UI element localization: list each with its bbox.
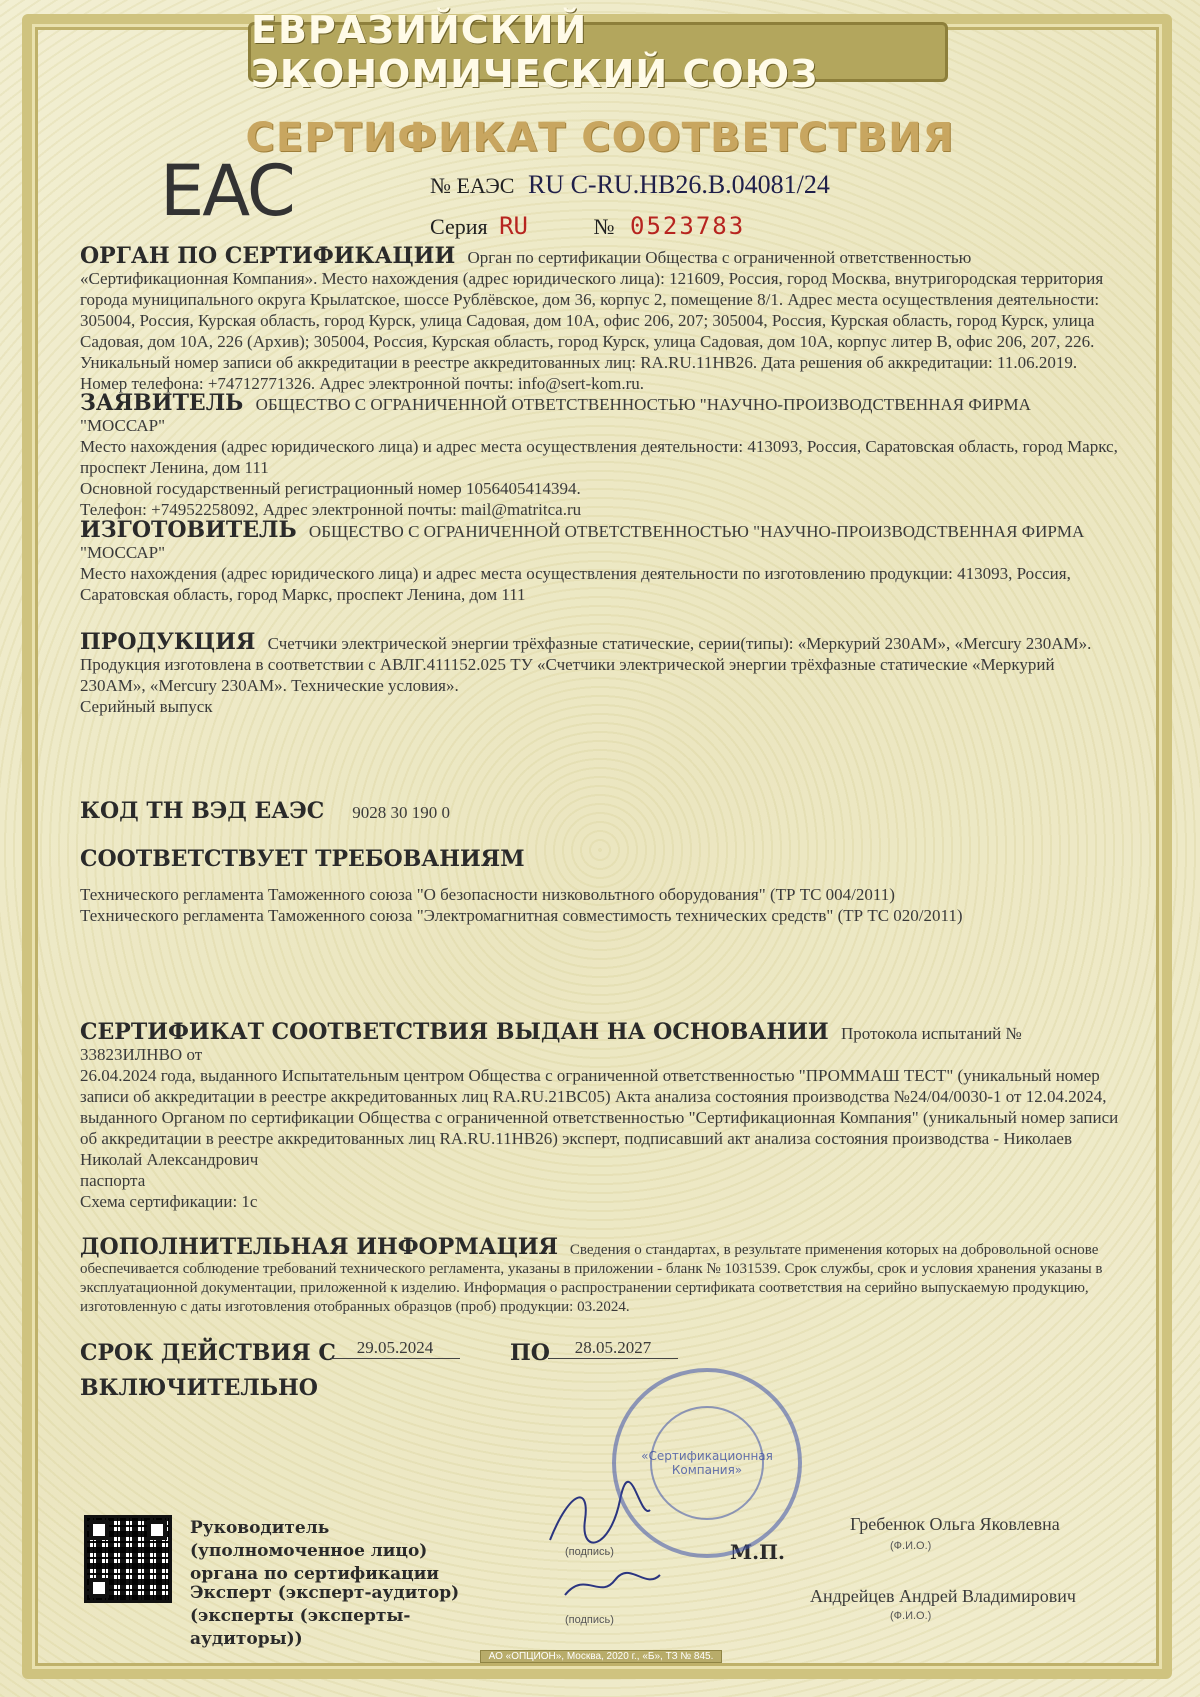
series-line <box>430 212 745 240</box>
section-code <box>80 798 1120 824</box>
manufacturer-name: ОБЩЕСТВО С ОГРАНИЧЕННОЙ ОТВЕТСТВЕННОСТЬЮ "НАУЧНО-ПРОИЗВОДСТВЕННАЯ ФИРМА "МОССАР" <box>80 522 1085 562</box>
applicant-address: Место нахождения (адрес юридического лица) и адрес места осуществления деятельности: 413093, Россия, Саратовская область, город Маркс, проспект Ленина, дом 111 <box>80 437 1118 477</box>
code-value: 9028 30 190 0 <box>352 803 450 822</box>
applicant-name: ОБЩЕСТВО С ОГРАНИЧЕННОЙ ОТВЕТСТВЕННОСТЬЮ "НАУЧНО-ПРОИЗВОДСТВЕННАЯ ФИРМА "МОССАР" <box>80 395 1031 435</box>
certificate-title: СЕРТИФИКАТ СООТВЕТСТВИЯ <box>245 115 955 161</box>
complies-line-1: Технического регламента Таможенного союза "О безопасности низковольтного оборудования" (ТР ТС 004/2011) <box>80 885 895 904</box>
section-complies <box>80 846 1120 926</box>
applicant-ogrn: Основной государственный регистрационный номер 1056405414394. <box>80 479 581 498</box>
product-heading: ПРОДУКЦИЯ <box>80 629 256 655</box>
validity-from: 29.05.2024 <box>330 1337 460 1359</box>
serial-number: 0523783 <box>630 212 746 240</box>
basis-passport: паспорта <box>80 1171 146 1190</box>
head-name: Гребенюк Ольга Яковлевна <box>850 1514 1060 1534</box>
printer-footer: АО «ОПЦИОН», Москва, 2020 г., «Б», ТЗ № 845. <box>480 1650 722 1663</box>
manufacturer-address: Место нахождения (адрес юридического лица) и адрес места осуществления деятельности по изготовлению продукции: 413093, Россия, Саратовская область, город Маркс, проспект Ленина, дом 111 <box>80 564 1071 604</box>
applicant-heading: ЗАЯВИТЕЛЬ <box>80 390 244 416</box>
qr-finder-tl <box>89 1520 109 1540</box>
additional-text: Сведения о стандартах, в результате применения которых на добровольной основе обеспечивается соблюдение требований технического регламента, указаны в приложении - бланк № 1031539. Срок службы, срок и условия хранения указаны в эксплуатационной документации, приложенной к изделию. Информация о распространении сертификата соответствия на серийно выпускаемую продукцию, изготовленную с даты изготовления отобранных образцов (проб) продукции: 03.2024. <box>80 1242 1103 1315</box>
section-additional <box>80 1234 1120 1317</box>
validity-from-label: СРОК ДЕЙСТВИЯ С <box>80 1340 336 1366</box>
org-heading: ОРГАН ПО СЕРТИФИКАЦИИ <box>80 243 456 269</box>
union-title: ЕВРАЗИЙСКИЙ ЭКОНОМИЧЕСКИЙ СОЮЗ <box>251 8 819 96</box>
expert-name: Андрейцев Андрей Владимирович <box>810 1586 1076 1606</box>
expert-label: Эксперт (эксперт-аудитор) (эксперты (эксперты-аудиторы)) <box>190 1583 460 1649</box>
basis-scheme: Схема сертификации: 1с <box>80 1192 258 1211</box>
expert-signature <box>560 1560 670 1610</box>
validity-to: 28.05.2027 <box>548 1337 678 1359</box>
section-product <box>80 629 1120 717</box>
eac-mark: EAC <box>160 150 294 232</box>
section-applicant <box>80 390 1120 520</box>
validity-inclusive: ВКЛЮЧИТЕЛЬНО <box>80 1375 318 1401</box>
product-release: Серийный выпуск <box>80 697 213 716</box>
qr-finder-bl <box>89 1578 109 1598</box>
number-label: № ЕАЭС <box>430 173 515 198</box>
expert-sign-caption: (подпись) <box>565 1614 614 1626</box>
section-manufacturer <box>80 517 1120 605</box>
certificate-number-line <box>430 170 830 200</box>
manufacturer-heading: ИЗГОТОВИТЕЛЬ <box>80 517 297 543</box>
section-org <box>80 243 1120 394</box>
additional-heading: ДОПОЛНИТЕЛЬНАЯ ИНФОРМАЦИЯ <box>80 1234 559 1260</box>
series-value: RU <box>499 212 529 240</box>
section-basis <box>80 1019 1120 1212</box>
complies-heading: СООТВЕТСТВУЕТ ТРЕБОВАНИЯМ <box>80 846 525 872</box>
basis-text: 26.04.2024 года, выданного Испытательным центром Общества с ограниченной ответственностью "ПРОММАШ ТЕСТ" (уникальный номер записи об аккредитации в реестре аккредитованных лиц RA.RU.21ВС05) Акта анализа состояния производства №24/04/0030-1 от 12.04.2024, выданного Органом по сертификации Общества с ограниченной ответственностью "Сертификационная Компания" (уникальный номер записи об аккредитации в реестре аккредитованных лиц RA.RU.11НВ26) эксперт, подписавший акт анализа состояния производства - Николаев Николай Александрович <box>80 1066 1119 1169</box>
qr-finder-tr <box>147 1520 167 1540</box>
union-banner <box>248 8 948 96</box>
series-label: Серия <box>430 214 488 239</box>
stamp-center: «Сертификационная Компания» <box>650 1406 764 1520</box>
head-fio-caption: (Ф.И.О.) <box>890 1540 932 1552</box>
complies-line-2: Технического регламента Таможенного союза "Электромагнитная совместимость технических средств" (ТР ТС 020/2011) <box>80 906 963 925</box>
basis-heading: СЕРТИФИКАТ СООТВЕТСТВИЯ ВЫДАН НА ОСНОВАНИИ <box>80 1019 829 1045</box>
product-text: Счетчики электрической энергии трёхфазные статические, серии(типы): «Меркурий 230АМ», «Mercury 230АМ». Продукция изготовлена в соответствии с АВЛГ.411152.025 ТУ «Счетчики электрической энергии трёхфазные статические «Меркурий 230АМ», «Mercury 230АМ». Технические условия». <box>80 634 1092 695</box>
validity-to-label: ПО <box>510 1340 550 1366</box>
certificate-number: RU С-RU.НВ26.В.04081/24 <box>527 170 830 199</box>
head-label: Руководитель (уполномоченное лицо) органа по сертификации <box>190 1518 439 1584</box>
expert-fio-caption: (Ф.И.О.) <box>890 1610 932 1622</box>
head-sign-caption: (подпись) <box>565 1546 614 1558</box>
official-stamp <box>612 1368 802 1558</box>
basis-lead: Протокола испытаний № 33823ИЛНВО от <box>80 1024 1022 1064</box>
serial-label: № <box>593 214 615 239</box>
applicant-contacts: Телефон: +74952258092, Адрес электронной почты: mail@matritca.ru <box>80 500 582 519</box>
qr-code <box>84 1515 172 1603</box>
mp-label: М.П. <box>730 1540 785 1564</box>
code-heading: КОД ТН ВЭД ЕАЭС <box>80 798 325 824</box>
org-text: Орган по сертификации Общества с ограниченной ответственностью «Сертификационная Компания». Место нахождения (адрес юридического лица): 121609, Россия, город Москва, внутригородская территория города муниципального округа Крылатское, шоссе Рублёвское, дом 36, корпус 2, помещение 8/1. Адрес места осуществления деятельности: 305004, Россия, Курская область, город Курск, улица Садовая, дом 10А, офис 206, 207; 305004, Россия, Курская область, город Курск, улица Садовая, дом 10А, 226 (Архив); 305004, Россия, Курская область, город Курск, улица Садовая, дом 10А, корпус литер В, офис 206, 207, 226. Уникальный номер записи об аккредитации в реестре аккредитованных лиц: RA.RU.11НВ26. Дата решения об аккредитации: 11.06.2019. Номер телефона: +74712771326. Адрес электронной почты: info@sert-kom.ru. <box>80 248 1104 393</box>
